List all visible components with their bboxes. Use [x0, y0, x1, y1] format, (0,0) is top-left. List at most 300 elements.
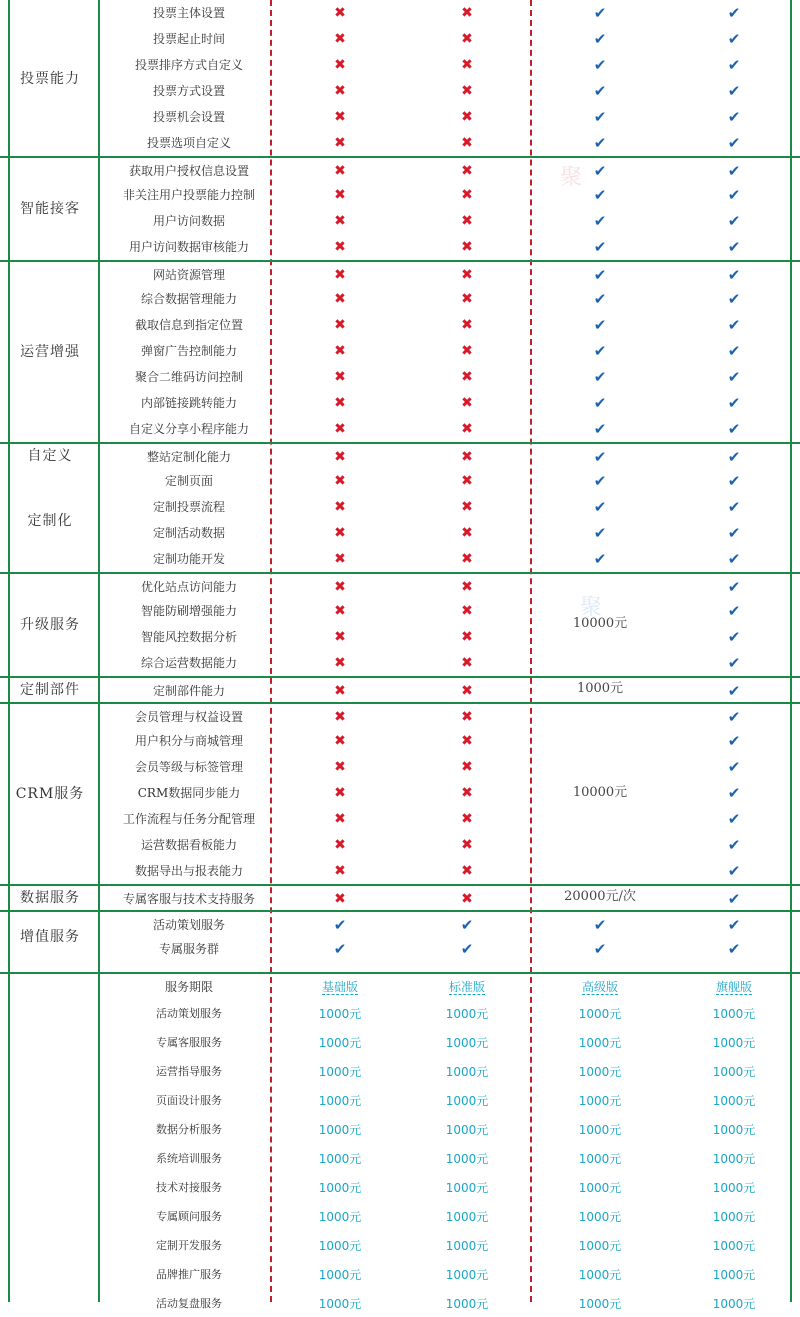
cross-icon: ✖ [334, 551, 346, 567]
service-row [0, 1146, 800, 1172]
tier-a-cell [278, 130, 402, 156]
service-name: 页面设计服务 [156, 1094, 222, 1107]
service-price: 1000元 [578, 1210, 622, 1224]
tier-b-cell [402, 936, 532, 962]
tier-a-cell [278, 754, 402, 780]
service-price: 1000元 [578, 1152, 622, 1166]
tier-b-cell [402, 158, 532, 184]
cross-icon: ✖ [334, 785, 346, 801]
service-row [0, 1175, 800, 1201]
table-row [0, 858, 800, 884]
tier-d-cell [668, 234, 800, 260]
tier-c-cell [532, 390, 668, 416]
check-icon: ✔ [593, 472, 607, 490]
tier-b-cell [402, 806, 532, 832]
cross-icon: ✖ [334, 239, 346, 255]
check-icon: ✔ [727, 862, 741, 880]
service-price: 1000元 [318, 1036, 362, 1050]
table-row [0, 936, 800, 962]
tier-d-cell [668, 754, 800, 780]
cross-icon: ✖ [461, 135, 473, 151]
check-icon: ✔ [593, 162, 607, 180]
tier-b-cell [402, 494, 532, 520]
check-icon: ✔ [593, 30, 607, 48]
tier-a-cell [278, 364, 402, 390]
table-row [0, 598, 800, 624]
tier-c-cell [532, 338, 668, 364]
tier-d-cell [668, 598, 800, 624]
feature-name: 工作流程与任务分配管理 [122, 812, 255, 826]
tier-d-cell [668, 936, 800, 962]
tier-d-cell [668, 832, 800, 858]
cross-icon: ✖ [334, 891, 346, 907]
check-icon: ✔ [727, 602, 741, 620]
cross-icon: ✖ [334, 863, 346, 879]
tier-b-cell [402, 208, 532, 234]
tier-b-cell [402, 262, 532, 288]
tier-a-cell [278, 598, 402, 624]
service-name: 活动复盘服务 [156, 1297, 222, 1310]
cross-icon: ✖ [461, 291, 473, 307]
tier-b-cell [402, 780, 532, 806]
tier-a-cell [278, 444, 402, 470]
tier-d-cell [668, 0, 800, 26]
cross-icon: ✖ [334, 525, 346, 541]
tier-d-cell [668, 208, 800, 234]
tier-b-cell [402, 312, 532, 338]
cross-icon: ✖ [461, 733, 473, 749]
tier-b-cell [402, 78, 532, 104]
cross-icon: ✖ [334, 709, 346, 725]
tier-b-cell [402, 574, 532, 600]
feature-name: 截取信息到指定位置 [134, 318, 243, 332]
cross-icon: ✖ [461, 369, 473, 385]
service-price: 1000元 [445, 1152, 489, 1166]
table-row [0, 754, 800, 780]
tier-a-cell [278, 104, 402, 130]
tier-d-cell [668, 182, 800, 208]
feature-name: 网站资源管理 [152, 268, 225, 282]
tier-c-cell [532, 78, 668, 104]
tier-b-cell [402, 598, 532, 624]
service-header-label: 服务期限 [164, 980, 213, 994]
tier-c-cell [532, 912, 668, 938]
tier-b-cell [402, 182, 532, 208]
feature-name: 会员等级与标签管理 [134, 760, 243, 774]
service-price: 1000元 [712, 1297, 756, 1311]
cross-icon: ✖ [461, 629, 473, 645]
check-icon: ✔ [727, 732, 741, 750]
service-price: 1000元 [445, 1094, 489, 1108]
service-price: 1000元 [578, 1123, 622, 1137]
check-icon: ✔ [333, 916, 347, 934]
cross-icon: ✖ [461, 785, 473, 801]
service-header-row [0, 972, 800, 1000]
cross-icon: ✖ [334, 395, 346, 411]
cross-icon: ✖ [461, 603, 473, 619]
cross-icon: ✖ [461, 579, 473, 595]
tier-b-cell [402, 26, 532, 52]
cross-icon: ✖ [461, 811, 473, 827]
tier-b-cell [402, 678, 532, 704]
check-icon: ✔ [727, 682, 741, 700]
check-icon: ✔ [593, 212, 607, 230]
tier-a-cell [278, 494, 402, 520]
cross-icon: ✖ [461, 213, 473, 229]
tier-b-cell [402, 130, 532, 156]
check-icon: ✔ [727, 810, 741, 828]
cross-icon: ✖ [334, 811, 346, 827]
service-price: 1000元 [712, 1268, 756, 1282]
service-price: 1000元 [318, 1239, 362, 1253]
tier-a-cell [278, 728, 402, 754]
check-icon: ✔ [593, 524, 607, 542]
watermark-logo: 聚 [560, 165, 583, 190]
check-icon: ✔ [727, 758, 741, 776]
table-row [0, 390, 800, 416]
tier-header: 旗舰版 [715, 980, 752, 994]
tier-c-cell [532, 312, 668, 338]
check-icon: ✔ [727, 654, 741, 672]
tier-c-cell [532, 444, 668, 470]
check-icon: ✔ [593, 238, 607, 256]
table-row [0, 702, 800, 730]
feature-name: 投票方式设置 [152, 84, 225, 98]
feature-name: 获取用户授权信息设置 [128, 164, 249, 178]
feature-name: 活动策划服务 [152, 918, 225, 932]
table-row [0, 182, 800, 208]
table-row [0, 442, 800, 470]
table-row [0, 728, 800, 754]
price-note: 20000元/次 [564, 889, 636, 904]
cross-icon: ✖ [461, 473, 473, 489]
tier-d-cell [668, 704, 800, 730]
tier-b-cell [402, 52, 532, 78]
tier-a-cell [278, 546, 402, 572]
tier-c-cell [532, 262, 668, 288]
service-price: 1000元 [578, 1007, 622, 1021]
tier-a-cell [278, 574, 402, 600]
table-row [0, 78, 800, 104]
check-icon: ✔ [727, 56, 741, 74]
tier-a-cell [278, 182, 402, 208]
table-row [0, 650, 800, 676]
tier-b-cell [402, 832, 532, 858]
cross-icon: ✖ [334, 603, 346, 619]
tier-a-cell [278, 208, 402, 234]
tier-d-cell [668, 678, 800, 704]
tier-b-cell [402, 390, 532, 416]
check-icon: ✔ [593, 916, 607, 934]
check-icon: ✔ [593, 56, 607, 74]
tier-d-cell [668, 390, 800, 416]
tier-b-cell [402, 364, 532, 390]
check-icon: ✔ [593, 940, 607, 958]
service-row [0, 1291, 800, 1317]
category-label: 智能接客 [20, 201, 80, 217]
table-row [0, 260, 800, 288]
check-icon: ✔ [727, 448, 741, 466]
tier-a-cell [278, 704, 402, 730]
service-price: 1000元 [712, 1123, 756, 1137]
check-icon: ✔ [727, 940, 741, 958]
category-label: 数据服务 [20, 890, 80, 906]
cross-icon: ✖ [461, 891, 473, 907]
check-icon: ✔ [727, 30, 741, 48]
tier-a-cell [278, 624, 402, 650]
tier-header: 基础版 [321, 980, 358, 994]
service-price: 1000元 [445, 1239, 489, 1253]
feature-name: 非关注用户投票能力控制 [122, 188, 255, 202]
service-price: 1000元 [445, 1210, 489, 1224]
cross-icon: ✖ [334, 5, 346, 21]
check-icon: ✔ [593, 448, 607, 466]
cross-icon: ✖ [461, 31, 473, 47]
tier-c-cell [532, 494, 668, 520]
table-row [0, 520, 800, 546]
feature-name: 用户访问数据 [152, 214, 225, 228]
tier-d-cell [668, 912, 800, 938]
table-row [0, 676, 800, 704]
tier-d-cell [668, 780, 800, 806]
cross-icon: ✖ [461, 187, 473, 203]
service-price: 1000元 [318, 1181, 362, 1195]
check-icon: ✔ [593, 4, 607, 22]
service-name: 运营指导服务 [156, 1065, 222, 1078]
cross-icon: ✖ [461, 239, 473, 255]
check-icon: ✔ [593, 266, 607, 284]
cross-icon: ✖ [334, 317, 346, 333]
check-icon: ✔ [727, 108, 741, 126]
tier-d-cell [668, 546, 800, 572]
feature-name: 综合运营数据能力 [140, 656, 237, 670]
tier-d-cell [668, 494, 800, 520]
tier-c-cell [532, 364, 668, 390]
tier-d-cell [668, 416, 800, 442]
feature-name: 定制部件能力 [152, 684, 225, 698]
cross-icon: ✖ [461, 57, 473, 73]
tier-d-cell [668, 312, 800, 338]
tier-c-cell [532, 158, 668, 184]
tier-header: 高级版 [581, 980, 618, 994]
service-price: 1000元 [578, 1268, 622, 1282]
tier-a-cell [278, 390, 402, 416]
service-name: 活动策划服务 [156, 1007, 222, 1020]
cross-icon: ✖ [461, 317, 473, 333]
cross-icon: ✖ [334, 163, 346, 179]
table-row [0, 312, 800, 338]
check-icon: ✔ [727, 420, 741, 438]
check-icon: ✔ [727, 4, 741, 22]
category-label: 升级服务 [20, 617, 80, 633]
check-icon: ✔ [727, 368, 741, 386]
tier-a-cell [278, 806, 402, 832]
tier-b-cell [402, 728, 532, 754]
tier-c-cell [532, 0, 668, 26]
service-name: 技术对接服务 [156, 1181, 222, 1194]
tier-b-cell [402, 624, 532, 650]
service-price: 1000元 [712, 1036, 756, 1050]
tier-b-cell [402, 546, 532, 572]
tier-b-cell [402, 468, 532, 494]
check-icon: ✔ [727, 134, 741, 152]
service-row [0, 1117, 800, 1143]
cross-icon: ✖ [334, 187, 346, 203]
table-row [0, 884, 800, 912]
check-icon: ✔ [593, 368, 607, 386]
feature-name: 投票排序方式自定义 [134, 58, 243, 72]
cross-icon: ✖ [461, 395, 473, 411]
feature-name: 数据导出与报表能力 [134, 864, 243, 878]
cross-icon: ✖ [461, 499, 473, 515]
service-price: 1000元 [578, 1036, 622, 1050]
tier-c-cell [532, 130, 668, 156]
tier-b-cell [402, 520, 532, 546]
table-row [0, 0, 800, 26]
service-price: 1000元 [578, 1297, 622, 1311]
cross-icon: ✖ [334, 655, 346, 671]
tier-d-cell [668, 444, 800, 470]
check-icon: ✔ [593, 498, 607, 516]
tier-a-cell [278, 26, 402, 52]
tier-c-cell [532, 416, 668, 442]
service-row [0, 1030, 800, 1056]
table-row [0, 52, 800, 78]
feature-name: 聚合二维码访问控制 [134, 370, 243, 384]
table-row [0, 416, 800, 442]
table-row [0, 780, 800, 806]
service-row [0, 1059, 800, 1085]
tier-b-cell [402, 754, 532, 780]
check-icon: ✔ [593, 394, 607, 412]
cross-icon: ✖ [461, 343, 473, 359]
service-price: 1000元 [445, 1036, 489, 1050]
check-icon: ✔ [727, 186, 741, 204]
check-icon: ✔ [727, 342, 741, 360]
tier-d-cell [668, 624, 800, 650]
tier-b-cell [402, 886, 532, 912]
tier-d-cell [668, 574, 800, 600]
cross-icon: ✖ [461, 709, 473, 725]
tier-d-cell [668, 806, 800, 832]
cross-icon: ✖ [461, 449, 473, 465]
cross-icon: ✖ [334, 291, 346, 307]
service-row [0, 1262, 800, 1288]
check-icon: ✔ [727, 708, 741, 726]
tier-d-cell [668, 26, 800, 52]
price-note: 10000元 [572, 616, 628, 631]
cross-icon: ✖ [334, 31, 346, 47]
service-price: 1000元 [318, 1094, 362, 1108]
check-icon: ✔ [727, 784, 741, 802]
cross-icon: ✖ [461, 837, 473, 853]
tier-d-cell [668, 286, 800, 312]
tier-b-cell [402, 704, 532, 730]
check-icon: ✔ [727, 82, 741, 100]
feature-name: 用户积分与商城管理 [134, 734, 243, 748]
feature-name: 定制功能开发 [152, 552, 225, 566]
tier-d-cell [668, 104, 800, 130]
cross-icon: ✖ [461, 267, 473, 283]
feature-name: 优化站点访问能力 [140, 580, 237, 594]
tier-a-cell [278, 262, 402, 288]
service-price: 1000元 [445, 1268, 489, 1282]
check-icon: ✔ [593, 186, 607, 204]
tier-c-cell [532, 182, 668, 208]
cross-icon: ✖ [334, 473, 346, 489]
cross-icon: ✖ [334, 343, 346, 359]
feature-name: 用户访问数据审核能力 [128, 240, 249, 254]
cross-icon: ✖ [334, 57, 346, 73]
tier-a-cell [278, 858, 402, 884]
table-row [0, 624, 800, 650]
check-icon: ✔ [727, 890, 741, 908]
table-row [0, 156, 800, 184]
check-icon: ✔ [727, 290, 741, 308]
tier-c-cell [532, 208, 668, 234]
cross-icon: ✖ [334, 421, 346, 437]
tier-c-cell [532, 520, 668, 546]
check-icon: ✔ [727, 472, 741, 490]
service-price: 1000元 [445, 1123, 489, 1137]
service-price: 1000元 [318, 1123, 362, 1137]
table-row [0, 234, 800, 260]
tier-b-cell [402, 104, 532, 130]
check-icon: ✔ [727, 394, 741, 412]
service-price: 1000元 [318, 1268, 362, 1282]
tier-a-cell [278, 886, 402, 912]
service-price: 1000元 [578, 1094, 622, 1108]
table-row [0, 208, 800, 234]
cross-icon: ✖ [334, 135, 346, 151]
table-row [0, 910, 800, 938]
service-row [0, 1001, 800, 1027]
tier-header: 标准版 [448, 980, 485, 994]
table-row [0, 338, 800, 364]
tier-d-cell [668, 52, 800, 78]
feature-name: 投票机会设置 [152, 110, 225, 124]
feature-name: 弹窗广告控制能力 [140, 344, 237, 358]
tier-d-cell [668, 78, 800, 104]
service-name: 品牌推广服务 [156, 1268, 222, 1281]
table-row [0, 364, 800, 390]
check-icon: ✔ [593, 342, 607, 360]
table-row [0, 104, 800, 130]
watermark-logo: 聚 [580, 595, 603, 620]
feature-name: 定制页面 [164, 474, 213, 488]
tier-a-cell [278, 78, 402, 104]
cross-icon: ✖ [334, 579, 346, 595]
check-icon: ✔ [727, 550, 741, 568]
tier-d-cell [668, 468, 800, 494]
service-price: 1000元 [578, 1239, 622, 1253]
category-label: 增值服务 [20, 929, 80, 945]
check-icon: ✔ [727, 578, 741, 596]
tier-b-cell [402, 0, 532, 26]
cross-icon: ✖ [334, 683, 346, 699]
cross-icon: ✖ [334, 109, 346, 125]
check-icon: ✔ [727, 212, 741, 230]
tier-c-cell [532, 468, 668, 494]
check-icon: ✔ [460, 940, 474, 958]
service-price: 1000元 [445, 1065, 489, 1079]
check-icon: ✔ [593, 290, 607, 308]
feature-name: CRM数据同步能力 [137, 786, 241, 800]
feature-name: 智能风控数据分析 [140, 630, 237, 644]
category-label: 定制部件 [20, 682, 80, 698]
tier-b-cell [402, 416, 532, 442]
tier-d-cell [668, 158, 800, 184]
